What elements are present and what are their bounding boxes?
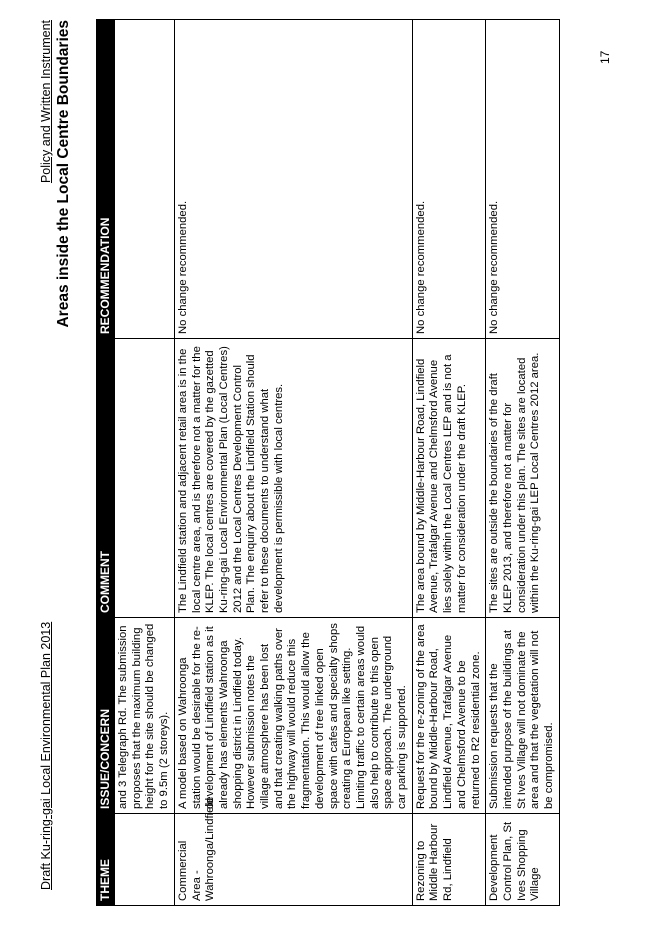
- recommendation-cell: No change recommended.: [486, 20, 560, 339]
- theme-cell: [115, 814, 175, 906]
- issue-cell: and 3 Telegraph Rd. The submission proposes that the maximum building height for the site should be changed to 9.5m (2 storeys).: [115, 618, 175, 814]
- document-header-right: Policy and Written Instrument: [39, 20, 53, 184]
- comment-cell: The area bound by Middle-Harbour Road, Lindfield Avenue, Trafalgar Avenue and Chelmsford Avenue lies solely within the Local Centres LEP and is not a matter for consideration under the draft KLEP.: [412, 339, 486, 618]
- comment-cell: The sites are outside the boundaries of the draft KLEP 2013, and therefore not a matter for consideration under this plan. The sites are located within the Ku-ring-gai LEP Local Centres 2012 area.: [486, 339, 560, 618]
- column-header-issue: ISSUE/CONCERN: [97, 618, 115, 814]
- recommendation-cell: [115, 20, 175, 339]
- page-number: 17: [598, 50, 612, 64]
- document-header-left: Draft Ku-ring-gai Local Environmental Plan 2013: [39, 621, 53, 890]
- comment-cell: [115, 339, 175, 618]
- theme-cell: Commercial Area - Wahroonga/Lindfield: [174, 814, 412, 906]
- comment-cell: The Lindfield station and adjacent retail area is in the local centre area, and is therefore not a matter for the KLEP. The local centres are covered by the gazetted Ku-ring-gai Local Environmental Plan (Local Centres) 2012 and the Local Centres Development Control Plan. The enquiry about the Lindfield Station should refer to these documents to understand what development is permissible with local centres.: [174, 339, 412, 618]
- theme-cell: Development Control Plan, St Ives Shopping Village: [486, 814, 560, 906]
- submissions-table: [96, 19, 560, 906]
- issue-cell: A model based on Wahroonga station would be desirable for the re-development of Lindfield station as it already has elements Wahroonga shopping district in Lindfield today. However submission notes the village atmosphere has been lost and that creating walking paths over the highway will would reduce this fragmentation. This would allow the development of tree linked open space with cafes and specialty shops creating a European like setting. Limiting traffic to certain areas would also help to contribute to this open space approach. The underground car parking is supported.: [174, 618, 412, 814]
- page-title: Areas inside the Local Centre Boundaries: [55, 20, 72, 328]
- theme-cell: Rezoning to Middle Harbour Rd, Lindfield: [412, 814, 486, 906]
- issue-cell: Submission requests that the intended purpose of the buildings at St Ives Village will not dominate the area and that the vegetation will not be compromised.: [486, 618, 560, 814]
- recommendation-cell: No change recommended.: [412, 20, 486, 339]
- table-row: [412, 20, 486, 906]
- table-header-row: [97, 20, 115, 906]
- column-header-comment: COMMENT: [97, 339, 115, 618]
- issue-cell: Request for the re-zoning of the area bound by Middle-Harbour Road, Lindfield Avenue, Trafalgar Avenue and Chelmsford Avenue to be returned to R2 residential zone.: [412, 618, 486, 814]
- table-row: [174, 20, 412, 906]
- recommendation-cell: No change recommended.: [174, 20, 412, 339]
- table-row: [115, 20, 175, 906]
- column-header-theme: THEME: [97, 814, 115, 906]
- table-row: [486, 20, 560, 906]
- column-header-recommendation: RECOMMENDATION: [97, 20, 115, 339]
